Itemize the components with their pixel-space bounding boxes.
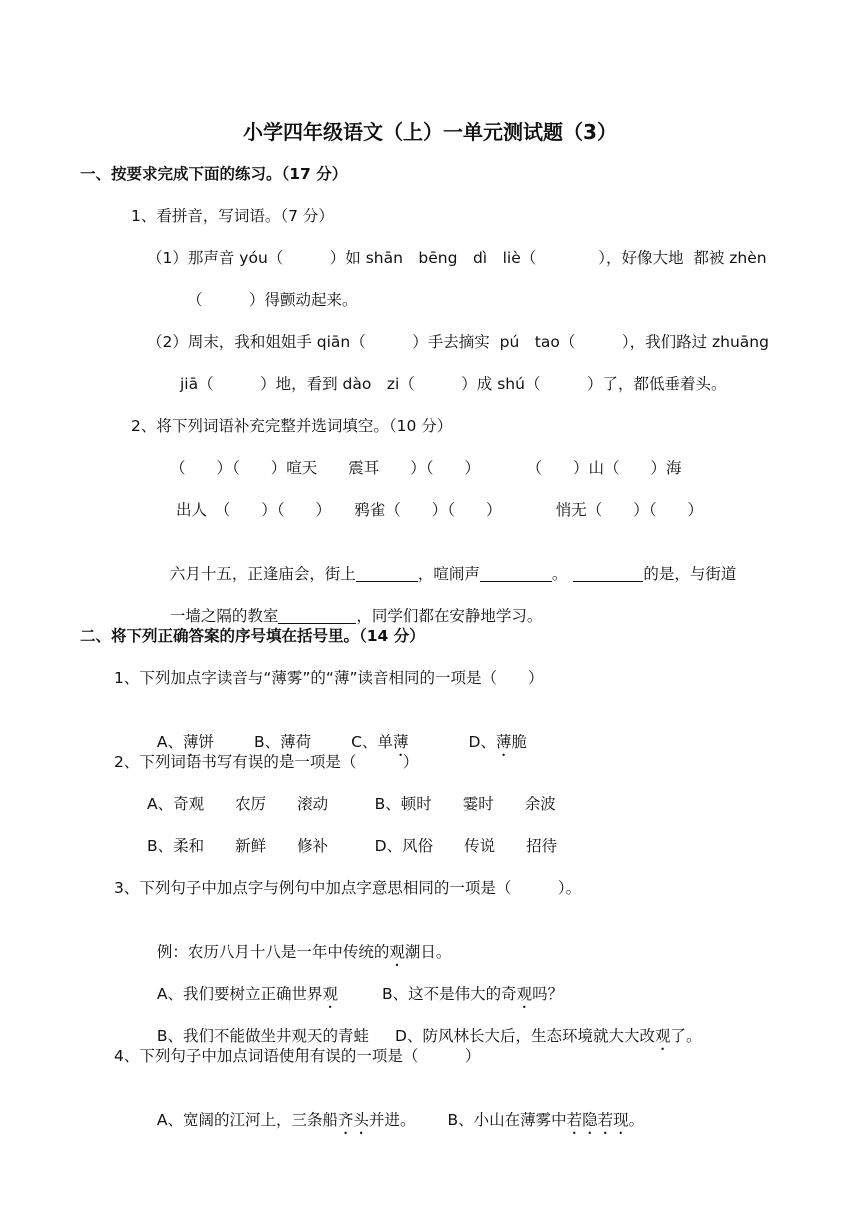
option-text: B、我们不能做坐井	[156, 1027, 292, 1045]
dotted-char: 薄	[393, 733, 409, 751]
option-text: 吗？	[532, 985, 564, 1003]
dotted-char: 观	[654, 1027, 671, 1045]
option-text: 荷	[295, 733, 312, 751]
fill-paragraph-line-2	[160, 583, 542, 627]
option-text: D、防风林长大后，生态环境就大大改	[395, 1027, 655, 1045]
dotted-word: 若隐若现	[566, 1111, 629, 1129]
dotted-char: 薄	[495, 733, 512, 751]
option-text: A、我们要树立正确世界	[156, 985, 323, 1003]
option-text: 并进。	[368, 1111, 416, 1129]
idiom-row-1: （ ）（ ）喧天 震耳 ）（ ） （ ）山（ ）海	[170, 459, 682, 477]
fill-text: 一墙之隔的教室	[169, 607, 279, 625]
question-2-3: 3、下列句子中加点字与例句中加点字意思相同的一项是（ ）。	[114, 879, 582, 897]
question-1-1: 1、看拼音，写词语。（7 分）	[131, 207, 334, 225]
fill-text: 六月十五，正逢庙会，街上	[169, 565, 356, 583]
question-2-1: 1、下列加点字读音与“薄雾”的“薄”读音相同的一项是（ ）	[114, 669, 544, 687]
fill-text: ，喧闹声	[417, 565, 480, 583]
dotted-char: 薄	[182, 733, 199, 751]
answer-blank[interactable]	[356, 565, 418, 582]
dotted-word: 齐头	[337, 1111, 369, 1129]
section-1-heading: 一、按要求完成下面的练习。（17 分）	[80, 165, 348, 183]
dotted-char: 观	[389, 943, 405, 961]
example-text: 例：农历八月十八是一年中传统的	[156, 943, 390, 961]
fill-text: 。	[551, 565, 568, 583]
option-text: 了。	[670, 1027, 702, 1045]
section-2-heading: 二、将下列正确答案的序号填在括号里。（14 分）	[80, 627, 425, 645]
option-label: C、单	[351, 733, 393, 751]
idiom-row-2: 出人 （ ）（ ） 鸦雀（ ）（ ） 悄无（ ）（ ）	[176, 501, 704, 519]
question-2-2-options-2: B、柔和 新鲜 修补 D、风俗 传说 招待	[147, 837, 558, 855]
option-text: B、这不是伟大的奇	[381, 985, 517, 1003]
question-1-1-line-a: （1）那声音 yóu（ ）如 shān bēng dì liè（ ），好像大地 都被 zhèn	[147, 249, 767, 267]
example-text: 潮日。	[404, 943, 452, 961]
question-2-2-options-1: A、奇观 农厉 滚动 B、顿时 霎时 余波	[147, 795, 556, 813]
dotted-char: 观	[291, 1027, 308, 1045]
question-1-2-line-a: （2）周末，我和姐姐手 qiān（ ）手去摘实 pú tao（ ），我们路过 zhuāng	[147, 333, 769, 351]
option-label: D、	[468, 733, 496, 751]
question-1-2-line-b: jiā（ ）地，看到 dào zi（ ）成 shú（ ）了，都低垂着头。	[180, 375, 727, 393]
option-a	[157, 733, 214, 751]
page-title: 小学四年级语文（上）一单元测试题（3）	[243, 120, 617, 144]
question-2-4: 4、下列句子中加点词语使用有误的一项是（ ）	[114, 1047, 481, 1065]
dotted-char: 薄	[280, 733, 296, 751]
question-1-1-line-b: （ ）得颤动起来。	[187, 291, 358, 309]
option-text: 。	[628, 1111, 645, 1129]
answer-blank[interactable]	[278, 607, 356, 624]
option-text: 脆	[511, 733, 527, 751]
fill-text: ，同学们都在安静地学习。	[356, 607, 543, 625]
question-2-4-options	[147, 1087, 644, 1138]
fill-paragraph-line-1	[160, 541, 736, 585]
question-2-2: 2、下列词语书写有误的是一项是（ ）	[114, 753, 419, 771]
dotted-char: 观	[516, 985, 533, 1003]
option-text: 饼	[198, 733, 214, 751]
answer-blank[interactable]	[573, 565, 643, 582]
option-text: B、小山在薄雾中	[447, 1111, 567, 1129]
answer-blank[interactable]	[480, 565, 552, 582]
option-b	[254, 733, 311, 751]
option-label: A、	[156, 733, 183, 751]
fill-text: 的是，与街道	[643, 565, 737, 583]
option-text: A、宽阔的江河上，三条船	[156, 1111, 338, 1129]
option-label: B、	[254, 733, 281, 751]
dotted-char: 观	[322, 985, 338, 1003]
option-c	[351, 733, 408, 751]
option-d	[469, 733, 527, 751]
option-text: 天的青蛙	[307, 1027, 370, 1045]
question-1-2: 2、将下列词语补充完整并选词填空。（10 分）	[131, 417, 453, 435]
